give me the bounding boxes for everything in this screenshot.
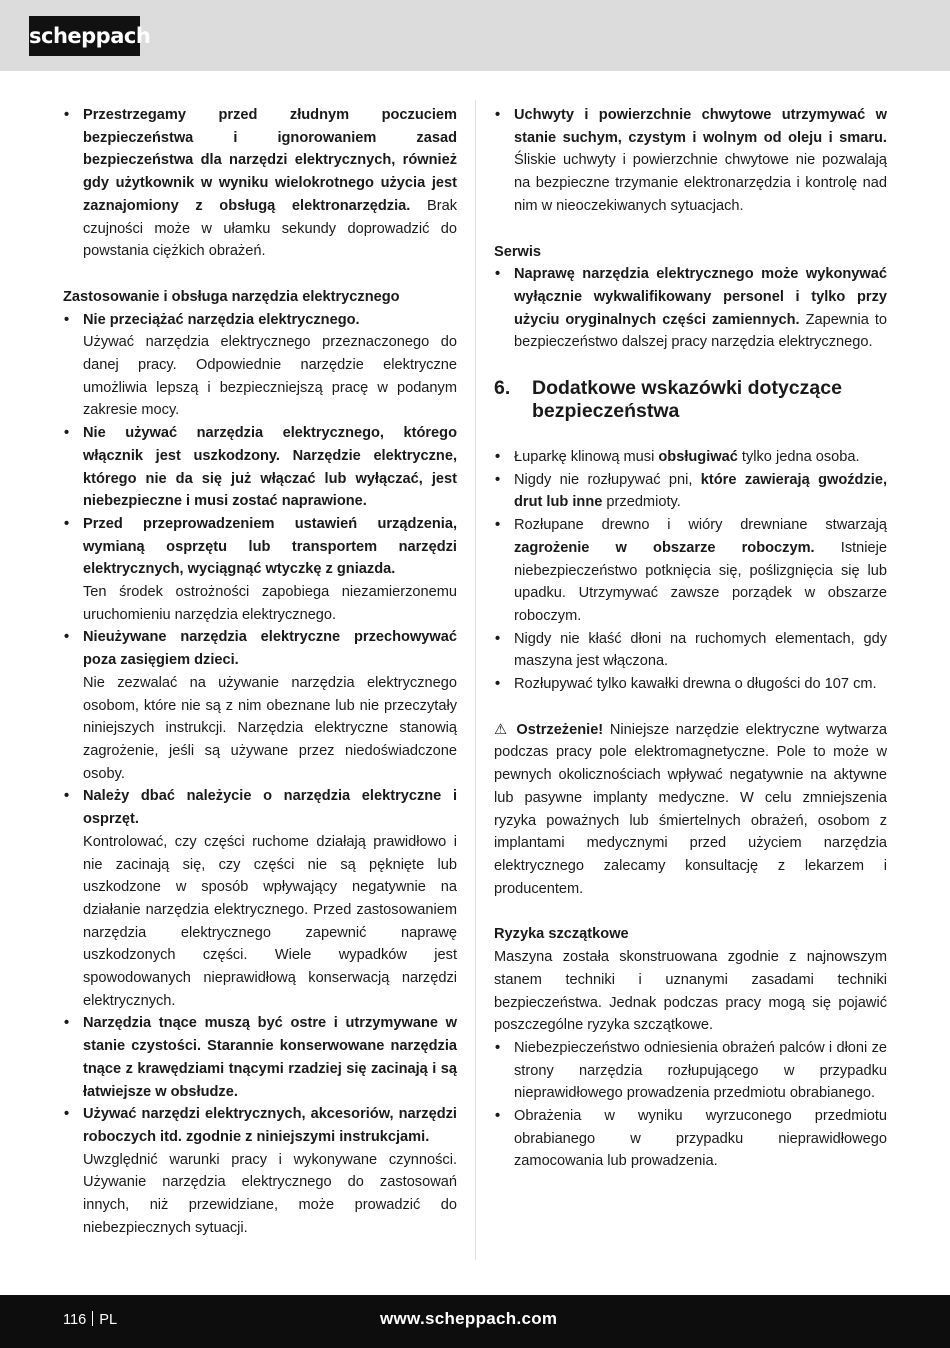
brand-logo: scheppach [29,16,140,56]
page-footer [0,1295,950,1348]
item-text: przedmioty. [602,494,681,511]
list-item [63,785,457,1012]
page-number [63,1309,117,1331]
list-item [494,628,887,673]
extra-safety-list [494,446,887,696]
item-text: Używać narzędzia elektrycznego przeznaczonego do danej pracy. Odpowiednie narzędzie elektryczne umożliwia lepszą i bezpieczniejszą pracę w podanym zakresie mocy. [83,334,457,419]
list-item [63,422,457,513]
item-bold-text: Nie używać narzędzia elektrycznego, którego włącznik jest uszkodzony. Narzędzie elektryczne, którego nie da się już włączać lub wyłączać, jest niebezpieczne i musi zostać naprawione. [83,425,457,510]
list-item [494,263,887,354]
right-column [494,104,887,1173]
item-text: Łuparkę klinową musi [514,449,659,466]
item-text: Rozłupywać tylko kawałki drewna o długości do 107 cm. [514,676,877,693]
list-item [63,104,457,263]
section-heading-usage: Zastosowanie i obsługa narzędzia elektrycznego [63,288,400,305]
column-divider [475,100,476,1260]
item-bold-text: Przestrzegamy przed złudnym poczuciem bezpieczeństwa i ignorowaniem zasad bezpieczeństwa dla narzędzi elektrycznych, również gdy użytkownik w wyniku wielokrotnego użycia jest zaznajomiony z obsługą elektronarzędzia. [83,107,457,214]
service-list [494,263,887,354]
residual-intro: Maszyna została skonstruowana zgodnie z najnowszym stanem techniki i uznanymi zasadami techniki bezpieczeństwa. Jednak podczas pracy mogą się pojawić poszczególne ryzyka szczątkowe. [494,949,887,1034]
section-6-title [494,377,887,423]
list-item: • Niebezpieczeństwo odniesienia obrażeń palców i dłoni ze strony narzędzia rozłupującego w przypadku nieprawidłowego prowadzenia przedmiotu obrabianego. [494,1037,887,1105]
list-item [494,446,887,469]
list-item [63,513,457,627]
page-header [0,0,950,71]
warning-label: Ostrzeżenie! [516,721,604,738]
item-text: Śliskie uchwyty i powierzchnie chwytowe nie pozwalają na bezpieczne trzymanie elektronarzędzia i kontrolę nad nim w nieoczekiwanych sytuacjach. [514,152,887,214]
warning-text: Niniejsze narzędzie elektryczne wytwarza podczas pracy pole elektromagnetyczne. Pole to może w pewnych okolicznościach wpływać negatywnie na aktywne lub pasywne implanty medyczne. W celu zmniejszenia ryzyka poważnych lub śmiertelnych obrażeń, osobom z implantami medycznymi przed użyciem narzędzia elektrycznego zalecamy konsultację z lekarzem i producentem. [494,721,887,897]
section-number: 6. [494,377,511,400]
item-text: Rozłupane drewno i wióry drewniane stwarzają [514,517,887,534]
item-bold-text: Nie przeciążać narzędzia elektrycznego. [83,311,360,328]
list-item [494,514,887,628]
item-text: Ten środek ostrożności zapobiega niezamierzonemu uruchomieniu narzędzia elektrycznego. [83,584,457,623]
section-heading-service: Serwis [494,243,542,260]
language-code: PL [99,1312,118,1328]
item-text: Istnieje niebezpieczeństwo potknięcia się, poślizgnięcia się lub upadku. Utrzymywać zawsze porządek w obszarze roboczym. [514,539,888,624]
list-item [494,104,887,218]
item-bold-text: Nieużywane narzędzia elektryczne przechowywać poza zasięgiem dzieci. [83,629,457,669]
item-text: Nie zezwalać na używanie narzędzia elektrycznego osobom, które nie są z nim obeznane lub nie przeczytały niniejszych instrukcji. Narzędzia elektryczne stanowią zagrożenie, jeśli są używane przez niedoświadczone osoby. [83,674,457,782]
item-bold-text: Przed przeprowadzeniem ustawień urządzenia, wymianą osprzętu lub transportem narzędzi elektrycznych, wyciągnąć wtyczkę z gniazda. [83,515,457,578]
section-heading-residual: Ryzyka szczątkowe [494,926,629,943]
item-bold-text: zagrożenie w obszarze roboczym. [514,539,815,556]
list-item [63,309,457,423]
page-separator [92,1311,93,1326]
item-bold-text: obsługiwać [658,449,738,466]
list-item [63,1012,457,1103]
item-text: Kontrolować, czy części ruchome działają prawidłowo i nie zacinają się, czy części nie są pęknięte lub uszkodzone w sposób wpływający negatywnie na działanie narzędzia elektrycznego. Przed zastosowaniem narzędzia elektrycznego zapewnić naprawę uszkodzonych części. Wiele wypadków jest spowodowanych nieprawidłową konserwacją narzędzi elektrycznych. [83,833,457,1009]
item-bold-text: Należy dbać należycie o narzędzia elektryczne i osprzęt. [83,788,457,828]
intro-list [63,104,457,263]
item-bold-text: Używać narzędzi elektrycznych, akcesoriów, narzędzi roboczych itd. zgodnie z niniejszymi instrukcjami. [83,1106,457,1145]
residual-list [494,1037,887,1173]
list-item [63,626,457,785]
list-item: • Obrażenia w wyniku wyrzuconego przedmiotu obrabianego w przypadku nieprawidłowego zamocowania lub prowadzenia. [494,1105,887,1173]
page-number-value: 116 [63,1312,87,1328]
warning-paragraph [494,719,887,901]
item-bold-text: które zawierają gwoździe, drut lub inne [514,471,887,511]
item-bold-text: Naprawę narzędzia elektrycznego może wykonywać wyłącznie wykwalifikowany personel i tylko przy użyciu oryginalnych części zamiennych. [514,266,887,328]
section-title-text: Dodatkowe wskazówki dotyczące bezpieczeństwa [532,377,842,423]
item-text: Uwzględnić warunki pracy i wykonywane czynności. Używanie narzędzia elektrycznego do zastosowań innych, niż przewidziane, może prowadzić do niebezpiecznych sytuacji. [83,1151,457,1236]
item-text: Nigdy nie kłaść dłoni na ruchomych elementach, gdy maszyna jest włączona. [514,630,887,670]
item-text: Brak czujności może w ułamku sekundy doprowadzić do powstania ciężkich obrażeń. [83,197,457,260]
website-link[interactable]: www.scheppach.com [380,1309,558,1328]
item-bold-text: Uchwyty i powierzchnie chwytowe utrzymywać w stanie suchym, czystym i wolnym od oleju i smaru. [514,107,887,146]
left-column [63,104,457,1239]
usage-list [63,309,457,1240]
item-bold-text: Narzędzia tnące muszą być ostre i utrzymywane w stanie czystości. Starannie konserwowane narzędzia tnące z krawędziami tnącymi rzadziej się zacinają i są łatwiejsze w obsłudze. [83,1015,457,1100]
item-text: Nigdy nie rozłupywać pni, [514,471,701,488]
list-item [494,673,887,696]
grip-list [494,104,887,218]
warning-icon: ⚠ [494,721,510,738]
list-item [63,1103,457,1239]
list-item [494,469,887,514]
item-text: Zapewnia to bezpieczeństwo dalszej pracy narzędzia elektrycznego. [514,311,888,351]
item-text: tylko jedna osoba. [737,449,860,466]
